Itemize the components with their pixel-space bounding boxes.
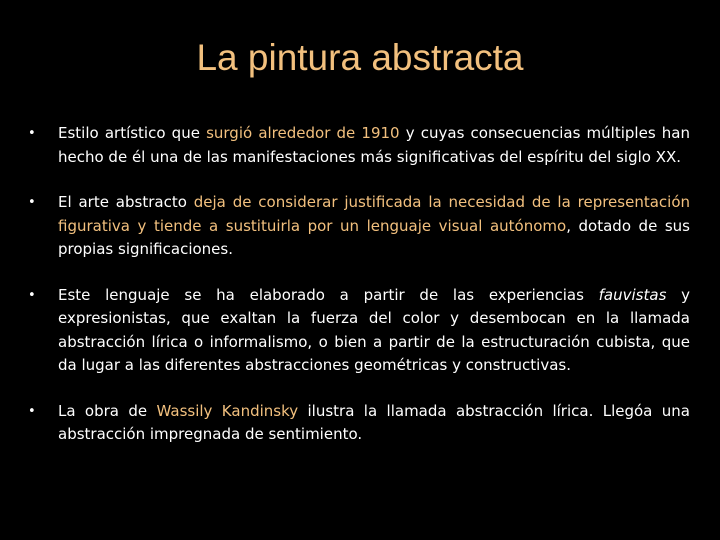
bullet-text-plain: Este lenguaje se ha elaborado a partir de las experiencias [58, 285, 599, 304]
bullet-text [58, 122, 690, 169]
bullet-text-plain: ilustra la llamada abstracción lírica. Llegóa una abstracción impregnada de sentimiento. [58, 401, 690, 443]
bullet-list [24, 122, 690, 469]
bullet-text-plain: , dotado de sus propias significaciones. [58, 216, 690, 258]
bullet-dot-icon: • [28, 287, 36, 303]
bullet-text-plain: El arte abstracto [58, 193, 194, 211]
bullet-text-italic: fauvistas [598, 285, 667, 304]
bullet-text-plain: Estilo artístico que [58, 124, 207, 142]
bullet-dot-icon: • [28, 126, 36, 141]
bullet-text-plain: y expresionistas, que exaltan la fuerza del color y desembocan en la llamada abstracción lírica o informalismo, o bien a partir de la estructuración cubista, que da lugar a las diferentes abstracciones geométricas y constructivas. [58, 285, 691, 374]
bullet-item [24, 122, 690, 169]
bullet-text-highlight: deja de considerar justificada la necesidad de la representación figurativa y tiende a sustituirla por un lenguaje visual autónomo [58, 193, 691, 235]
bullet-text-plain: y cuyas consecuencias múltiples han hecho de él una de las manifestaciones más significativas del espíritu del siglo XX. [58, 124, 690, 166]
bullet-text [58, 284, 690, 378]
bullet-text-plain: La obra de [58, 401, 157, 420]
bullet-item [24, 284, 690, 378]
bullet-text-highlight: Wassily Kandinsky [156, 401, 299, 420]
bullet-dot-icon: • [28, 195, 36, 210]
bullet-text [58, 191, 690, 262]
bullet-dot-icon: • [28, 403, 36, 419]
bullet-text-highlight: surgió alrededor de 1910 [206, 124, 400, 142]
bullet-item [24, 191, 690, 262]
slide-title: La pintura abstracta [196, 37, 524, 78]
bullet-item [24, 400, 690, 447]
bullet-text [58, 400, 690, 447]
